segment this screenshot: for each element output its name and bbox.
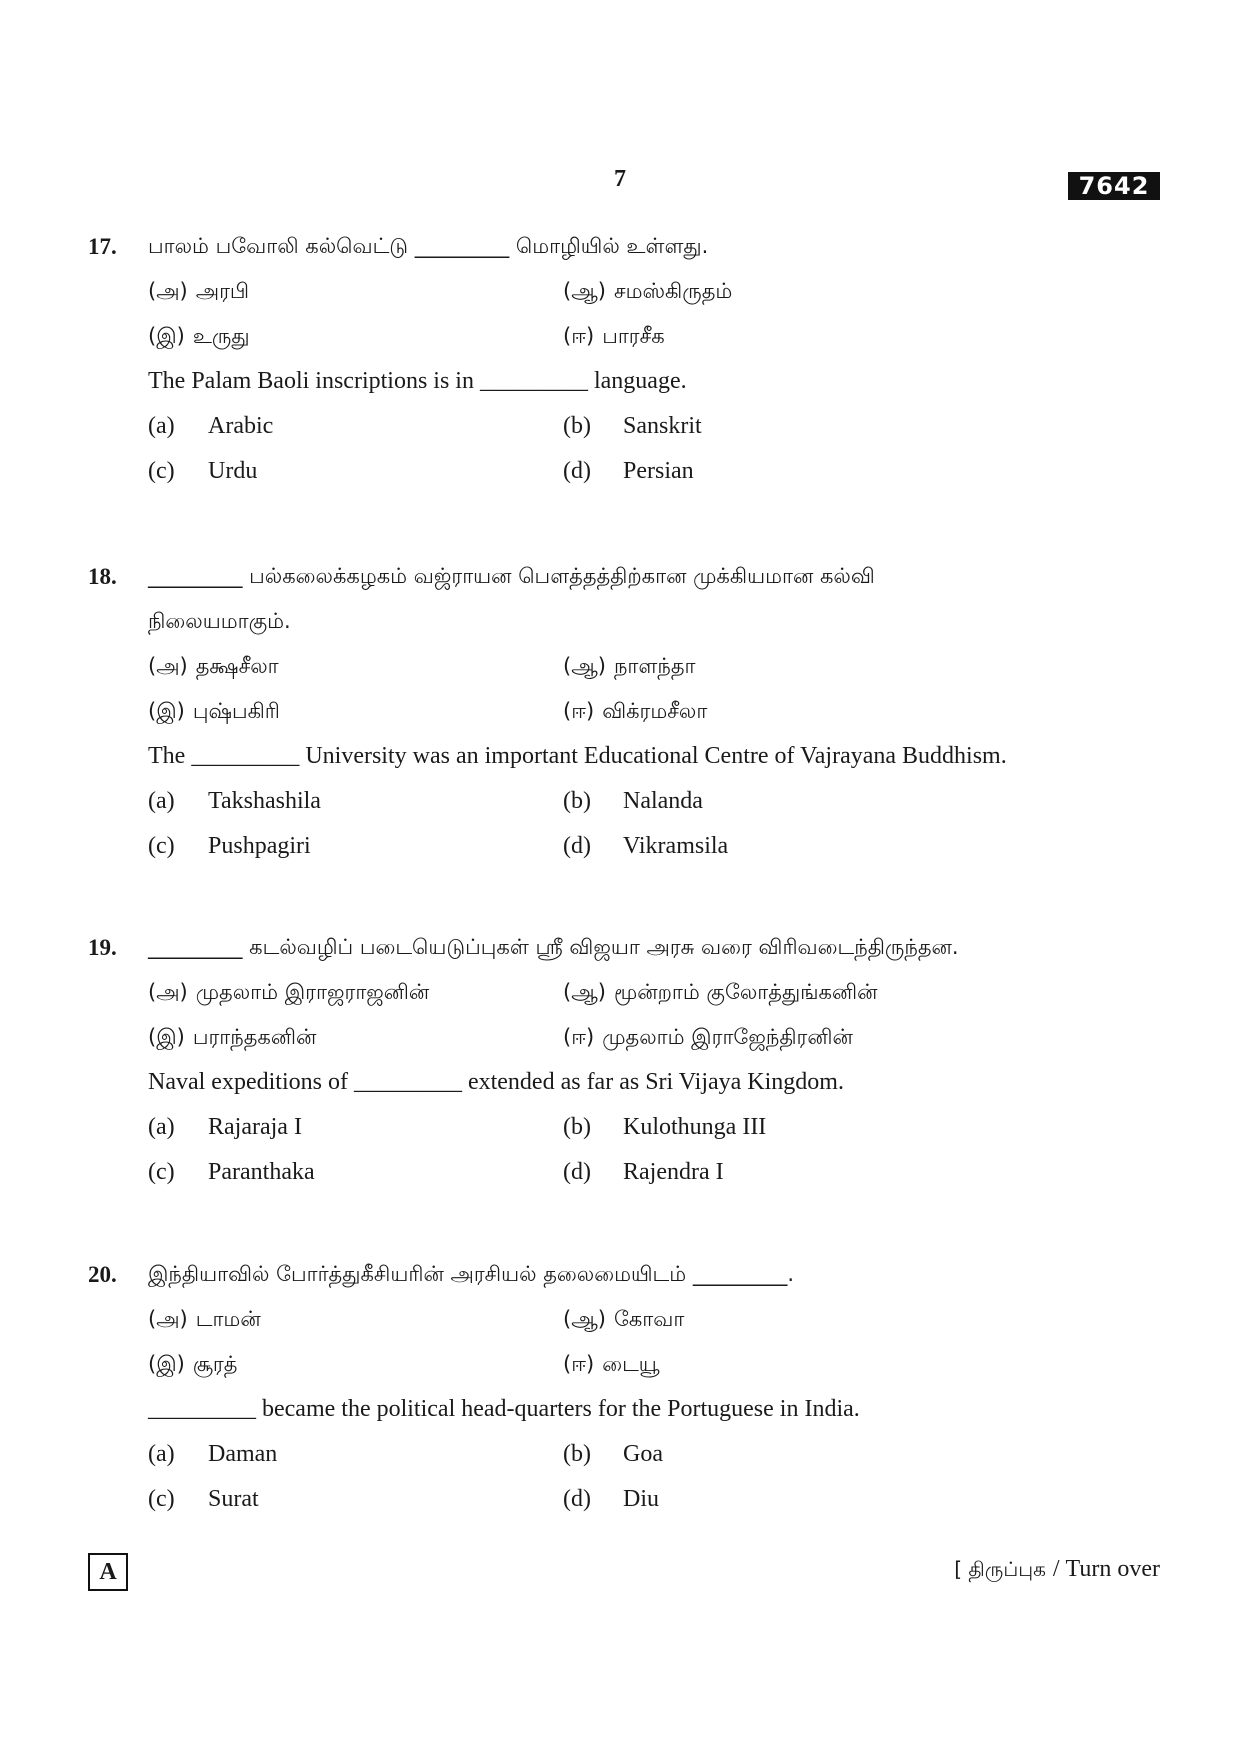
english-option-a: (a) Daman (148, 1441, 278, 1467)
tamil-option-a: (அ) டாமன் (148, 1307, 261, 1331)
paper-code: 7642 (1068, 172, 1160, 200)
tamil-option-d: (ஈ) முதலாம் இராஜேந்திரனின் (563, 1025, 853, 1049)
tamil-option-c: (இ) புஷ்பகிரி (148, 699, 280, 723)
english-option-d: (d) Persian (563, 458, 694, 484)
tamil-option-b: (ஆ) கோவா (563, 1307, 685, 1331)
question-number: 19. (88, 935, 117, 960)
tamil-question-line-1: _________ பல்கலைக்கழகம் வஜ்ராயன பௌத்தத்திற்கான முக்கியமான கல்வி (148, 564, 875, 588)
question-number: 18. (88, 564, 117, 589)
english-option-d: (d) Rajendra I (563, 1159, 724, 1185)
english-option-b: (b) Nalanda (563, 788, 703, 814)
question-number: 20. (88, 1262, 117, 1287)
tamil-option-a: (அ) தக்ஷசீலா (148, 654, 279, 678)
english-option-b: (b) Kulothunga III (563, 1114, 767, 1140)
tamil-option-a: (அ) அரபி (148, 279, 250, 303)
question-18 (88, 554, 1168, 869)
tamil-question: இந்தியாவில் போர்த்துகீசியரின் அரசியல் தலைமையிடம் _________. (148, 1262, 795, 1286)
tamil-option-c: (இ) பராந்தகனின் (148, 1025, 317, 1049)
tamil-option-d: (ஈ) பாரசீக (563, 324, 665, 348)
turn-over-note (954, 1556, 1160, 1584)
english-option-c: (c) Urdu (148, 458, 258, 484)
turn-over-english: / Turn over (1052, 1556, 1160, 1582)
tamil-question-line-2: நிலையமாகும். (148, 609, 291, 633)
english-option-a: (a) Takshashila (148, 788, 321, 814)
english-option-c: (c) Pushpagiri (148, 833, 311, 859)
question-17 (88, 224, 1168, 494)
tamil-option-c: (இ) சூரத் (148, 1352, 238, 1376)
english-question: _________ became the political head-quarters for the Portuguese in India. (148, 1396, 860, 1422)
tamil-option-b: (ஆ) மூன்றாம் குலோத்துங்கனின் (563, 980, 878, 1004)
page-number: 7 (614, 166, 626, 192)
english-option-a: (a) Rajaraja I (148, 1114, 302, 1140)
tamil-option-c: (இ) உருது (148, 324, 250, 348)
english-question: The Palam Baoli inscriptions is in _________ language. (148, 368, 687, 394)
english-option-c: (c) Paranthaka (148, 1159, 315, 1185)
question-19 (88, 925, 1168, 1195)
question-number: 17. (88, 234, 117, 259)
tamil-option-d: (ஈ) டையூ (563, 1352, 660, 1376)
english-option-d: (d) Vikramsila (563, 833, 729, 859)
question-20 (88, 1252, 1168, 1522)
tamil-option-a: (அ) முதலாம் இராஜராஜனின் (148, 980, 430, 1004)
english-question: Naval expeditions of _________ extended as far as Sri Vijaya Kingdom. (148, 1069, 844, 1095)
tamil-option-d: (ஈ) விக்ரமசீலா (563, 699, 708, 723)
tamil-option-b: (ஆ) நாளந்தா (563, 654, 696, 678)
version-letter-box: A (88, 1553, 128, 1591)
tamil-question: பாலம் பவோலி கல்வெட்டு _________ மொழியில் உள்ளது. (148, 234, 709, 258)
tamil-option-b: (ஆ) சமஸ்கிருதம் (563, 279, 733, 303)
english-option-d: (d) Diu (563, 1486, 659, 1512)
english-option-b: (b) Goa (563, 1441, 663, 1467)
english-question: The _________ University was an important Educational Centre of Vajrayana Buddhism. (148, 743, 1007, 769)
english-option-a: (a) Arabic (148, 413, 274, 439)
tamil-question: _________ கடல்வழிப் படையெடுப்புகள் ஸ்ரீ விஜயா அரசு வரை விரிவடைந்திருந்தன. (148, 935, 959, 959)
english-option-b: (b) Sanskrit (563, 413, 702, 439)
english-option-c: (c) Surat (148, 1486, 259, 1512)
turn-over-tamil: [ திருப்புக (954, 1557, 1046, 1581)
